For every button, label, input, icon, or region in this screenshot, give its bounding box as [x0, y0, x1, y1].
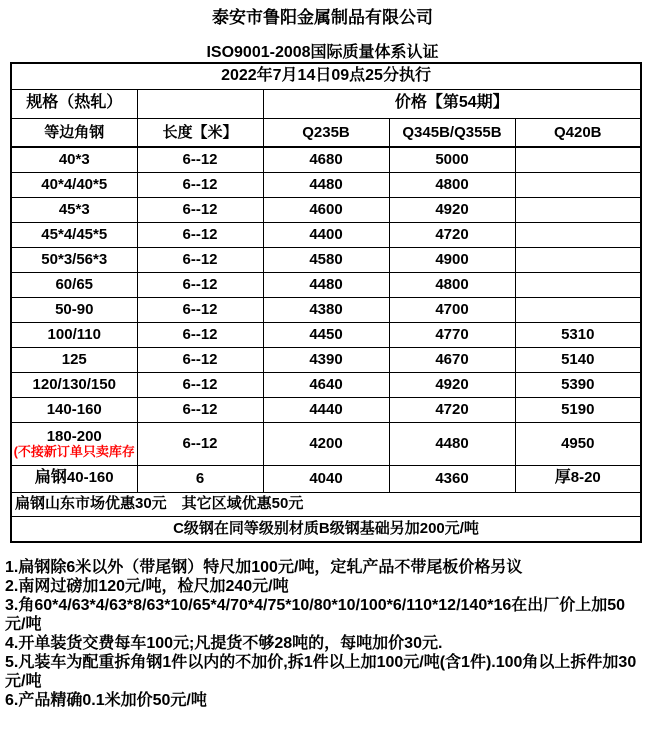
spec-cell: [11, 422, 137, 465]
price-q420b-cell: [515, 197, 641, 222]
spec-cell: 120/130/150: [11, 372, 137, 397]
notes-section: [5, 558, 643, 710]
table-row: [11, 297, 641, 322]
spec-header: 规格（热轧）: [11, 89, 137, 118]
table-header-row-2: [11, 118, 641, 147]
spec-value: 180-200: [46, 427, 102, 445]
price-q345b-cell: 4920: [389, 372, 515, 397]
table-row: [11, 465, 641, 492]
price-q235b-cell: 4390: [263, 347, 389, 372]
price-q345b-cell: 4770: [389, 322, 515, 347]
table-row: [11, 197, 641, 222]
length-cell: 6--12: [137, 322, 263, 347]
price-q420b-cell: [515, 172, 641, 197]
spec-cell: 100/110: [11, 322, 137, 347]
price-q420b-cell: [515, 222, 641, 247]
note-1: 1.扁钢除6米以外（带尾钢）特尺加100元/吨，定轧产品不带尾板价格另议: [5, 559, 523, 576]
spec-cell: 40*4/40*5: [11, 172, 137, 197]
spec-cell: 60/65: [11, 272, 137, 297]
price-q345b-cell: 4800: [389, 272, 515, 297]
price-q420b-cell: 5140: [515, 347, 641, 372]
price-q420b-cell: [515, 147, 641, 172]
length-cell: 6--12: [137, 197, 263, 222]
c-grade-surcharge: C级钢在同等级别材质B级钢基础另加200元/吨: [11, 516, 641, 542]
price-q235b-cell: 4450: [263, 322, 389, 347]
price-period-header: 价格【第54期】: [263, 89, 641, 118]
price-q235b-cell: 4440: [263, 397, 389, 422]
company-title: 泰安市鲁阳金属制品有限公司: [212, 8, 433, 27]
price-q345b-cell: 4670: [389, 347, 515, 372]
table-row: [11, 272, 641, 297]
spec-warning-note: (不接新订单只卖库存: [13, 444, 135, 460]
length-cell: 6--12: [137, 272, 263, 297]
length-cell: 6: [137, 465, 263, 492]
note-6: 6.产品精确0.1米加价50元/吨: [5, 692, 207, 709]
note-2: 2.南网过磅加120元/吨，检尺加240元/吨: [5, 578, 289, 595]
spec-cell: 45*3: [11, 197, 137, 222]
table-row: [11, 172, 641, 197]
price-q235b-cell: 4400: [263, 222, 389, 247]
grade-header-q345b: Q345B/Q355B: [389, 118, 515, 147]
length-cell: 6--12: [137, 347, 263, 372]
spec-cell: 140-160: [11, 397, 137, 422]
length-cell: 6--12: [137, 397, 263, 422]
price-q345b-cell: 4360: [389, 465, 515, 492]
table-row: [11, 147, 641, 172]
price-q345b-cell: 4480: [389, 422, 515, 465]
table-row: [11, 397, 641, 422]
price-q420b-cell: [515, 272, 641, 297]
spec-cell: 50*3/56*3: [11, 247, 137, 272]
length-cell: 6--12: [137, 147, 263, 172]
price-q235b-cell: 4480: [263, 272, 389, 297]
price-q235b-cell: 4380: [263, 297, 389, 322]
effective-time: 2022年7月14日09点25分执行: [11, 63, 641, 89]
length-cell: 6--12: [137, 172, 263, 197]
price-q345b-cell: 5000: [389, 147, 515, 172]
price-q420b-cell: [515, 247, 641, 272]
spec-prefix: 扁钢: [34, 469, 67, 487]
spec-cell: 125: [11, 347, 137, 372]
price-q235b-cell: 4480: [263, 172, 389, 197]
effective-time-row: [11, 63, 641, 89]
price-q345b-cell: 4700: [389, 297, 515, 322]
table-row: [11, 247, 641, 272]
price-q345b-cell: 4800: [389, 172, 515, 197]
price-q235b-cell: 4640: [263, 372, 389, 397]
length-cell: 6--12: [137, 222, 263, 247]
price-q235b-cell: 4040: [263, 465, 389, 492]
length-header: 长度【米】: [137, 118, 263, 147]
grade-header-q420b: Q420B: [515, 118, 641, 147]
price-q345b-cell: 4720: [389, 397, 515, 422]
length-cell: 6--12: [137, 422, 263, 465]
table-row: [11, 347, 641, 372]
surcharge-row: [11, 516, 641, 542]
price-q420b-cell: [515, 465, 641, 492]
price-q235b-cell: 4680: [263, 147, 389, 172]
spec-cell: [11, 465, 137, 492]
thickness-value: 8-20: [570, 469, 601, 487]
spec-subheader: 等边角钢: [11, 118, 137, 147]
price-q345b-cell: 4900: [389, 247, 515, 272]
table-row: [11, 222, 641, 247]
thickness-prefix: 厚: [554, 469, 571, 487]
price-q420b-cell: 5310: [515, 322, 641, 347]
table-header-row-1: [11, 89, 641, 118]
price-table: [10, 62, 642, 543]
certification-line: ISO9001-2008国际质量体系认证: [206, 44, 439, 61]
price-q345b-cell: 4720: [389, 222, 515, 247]
flat-steel-discount: 扁钢山东市场优惠30元 其它区域优惠50元: [11, 492, 641, 516]
spec-cell: 45*4/45*5: [11, 222, 137, 247]
spec-cell: 50-90: [11, 297, 137, 322]
note-3: 3.角60*4/63*4/63*8/63*10/65*4/70*4/75*10/80*10/100*6/110*12/140*16在出厂价上加50元/吨: [5, 597, 626, 633]
length-cell: 6--12: [137, 247, 263, 272]
table-row: [11, 422, 641, 465]
length-cell: 6--12: [137, 372, 263, 397]
price-q235b-cell: 4600: [263, 197, 389, 222]
price-q235b-cell: 4200: [263, 422, 389, 465]
empty-header-cell: [137, 89, 263, 118]
price-q235b-cell: 4580: [263, 247, 389, 272]
length-cell: 6--12: [137, 297, 263, 322]
note-4: 4.开单装货交费每车100元;凡提货不够28吨的，每吨加价30元.: [5, 635, 443, 652]
grade-header-q235b: Q235B: [263, 118, 389, 147]
note-5: 5.凡装车为配重拆角钢1件以内的不加价,拆1件以上加100元/吨(含1件).100角以上拆件加30元/吨: [5, 654, 637, 690]
table-row: [11, 372, 641, 397]
price-q420b-cell: 4950: [515, 422, 641, 465]
price-q420b-cell: 5390: [515, 372, 641, 397]
price-q420b-cell: [515, 297, 641, 322]
spec-cell: 40*3: [11, 147, 137, 172]
price-q420b-cell: 5190: [515, 397, 641, 422]
price-q345b-cell: 4920: [389, 197, 515, 222]
spec-value: 40-160: [66, 469, 114, 487]
discount-row: [11, 492, 641, 516]
table-row: [11, 322, 641, 347]
